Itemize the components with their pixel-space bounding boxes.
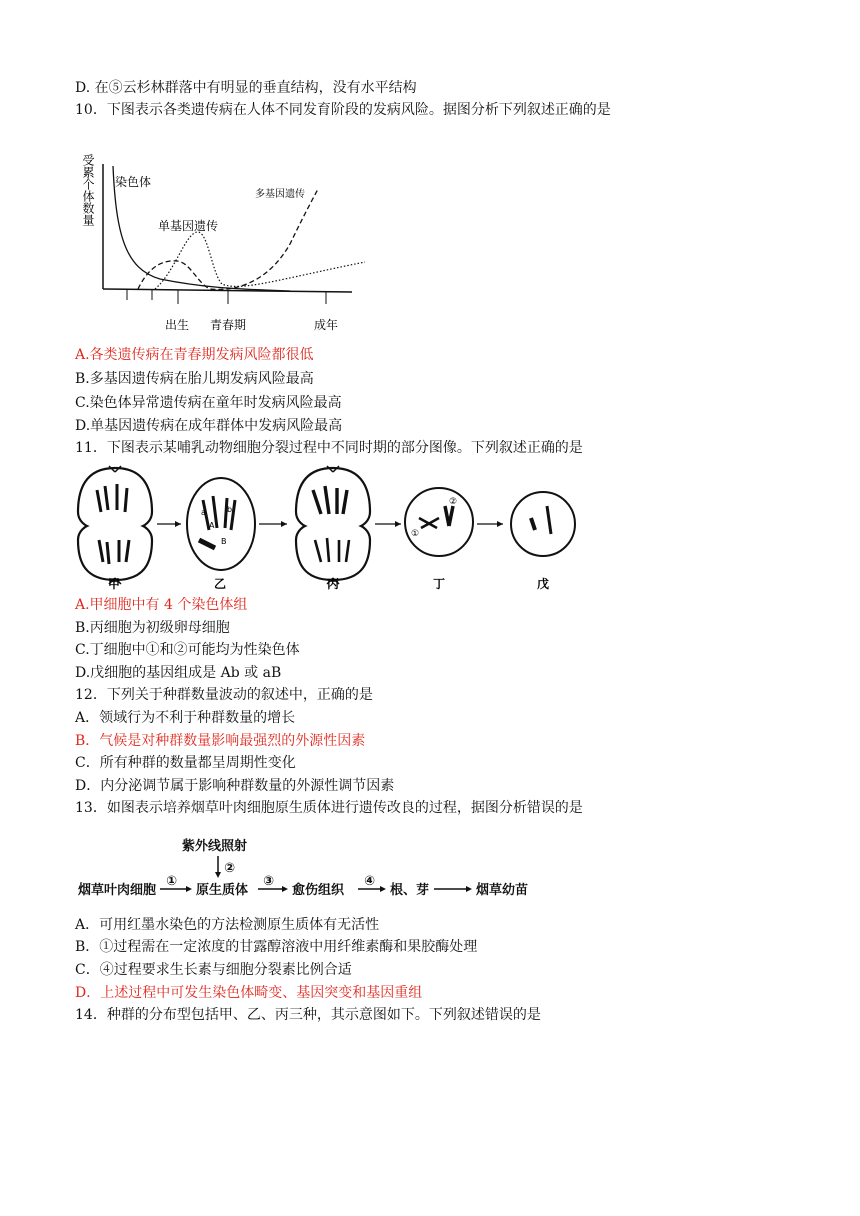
q10-stem: 10．下图表示各类遗传病在人体不同发育阶段的发病风险。据图分析下列叙述正确的是 xyxy=(75,102,611,118)
node-seedling: 烟草幼苗 xyxy=(476,883,529,898)
mark-2: ② xyxy=(449,497,458,507)
q12-option-c: C．所有种群的数量都呈周期性变化 xyxy=(75,755,296,771)
q13-option-d: D．上述过程中可发生染色体畸变、基因突变和基因重组 xyxy=(75,985,423,1001)
arrow-head xyxy=(215,872,221,878)
node-leaf-cell: 烟草叶肉细胞 xyxy=(78,883,157,898)
q11-option-d: D.戊细胞的基因组成是 Ab 或 aB xyxy=(75,665,282,681)
arrow-head xyxy=(466,886,472,892)
uv-label: 紫外线照射 xyxy=(182,839,248,854)
node-protoplast: 原生质体 xyxy=(196,883,249,898)
step-3-label: ③ xyxy=(263,874,275,889)
label-multi-gene: 多基因遗传 xyxy=(255,189,305,200)
label-single-gene: 单基因遗传 xyxy=(158,219,219,233)
mark-a: a xyxy=(201,508,206,517)
mark-A: A xyxy=(209,521,215,530)
cell-jia xyxy=(78,466,152,584)
mark-1: ① xyxy=(411,529,420,539)
q12-option-b: B．气候是对种群数量影响最强烈的外源性因素 xyxy=(75,733,366,749)
q11-option-a: A.甲细胞中有 4 个染色体组 xyxy=(75,597,248,613)
node-callus: 愈伤组织 xyxy=(292,883,345,898)
label-jia: 甲 xyxy=(108,577,121,590)
q10-option-c: C.染色体异常遗传病在童年时发病风险最高 xyxy=(75,395,342,411)
step-2-label: ② xyxy=(224,861,236,876)
y-axis-label: 受累个体数量 xyxy=(81,154,95,226)
label-bing: 丙 xyxy=(327,577,340,590)
q13-process-figure xyxy=(78,828,538,908)
q10-risk-figure xyxy=(80,124,380,339)
q10-option-a: A.各类遗传病在青春期发病风险都很低 xyxy=(75,347,314,363)
arrow-head xyxy=(281,521,287,527)
q11-option-c: C.丁细胞中①和②可能均为性染色体 xyxy=(75,642,300,658)
q13-option-b: B．①过程需在一定浓度的甘露醇溶液中用纤维素酶和果胶酶处理 xyxy=(75,939,478,955)
x-label-birth: 出生 xyxy=(165,318,190,332)
q14-stem: 14．种群的分布型包括甲、乙、丙三种，其示意图如下。下列叙述错误的是 xyxy=(75,1007,541,1023)
cell-wu xyxy=(511,492,575,556)
arrow-head xyxy=(282,886,288,892)
q9-option-d: D. 在⑤云杉林群落中有明显的垂直结构，没有水平结构 xyxy=(75,80,417,96)
step-1-label: ① xyxy=(166,874,178,889)
arrow-head xyxy=(186,886,192,892)
x-label-puberty: 青春期 xyxy=(210,318,247,332)
q11-option-b: B.丙细胞为初级卵母细胞 xyxy=(75,620,230,636)
cell-yi xyxy=(187,478,255,570)
q11-stem: 11．下图表示某哺乳动物细胞分裂过程中不同时期的部分图像。下列叙述正确的是 xyxy=(75,440,583,456)
q12-option-d: D．内分泌调节属于影响种群数量的外源性调节因素 xyxy=(75,778,395,794)
label-yi: 乙 xyxy=(214,577,227,590)
node-root-bud: 根、芽 xyxy=(390,883,430,898)
q13-option-a: A．可用红墨水染色的方法检测原生质体有无活性 xyxy=(75,917,380,933)
q12-stem: 12．下列关于种群数量波动的叙述中，正确的是 xyxy=(75,687,373,703)
q11-cell-division-figure xyxy=(75,460,615,590)
q12-option-a: A．领域行为不利于种群数量的增长 xyxy=(75,710,296,726)
cell-bing xyxy=(296,466,370,584)
label-ding: 丁 xyxy=(433,577,446,590)
mark-b: b xyxy=(227,505,233,514)
arrow-head xyxy=(395,521,401,527)
q10-option-b: B.多基因遗传病在胎儿期发病风险最高 xyxy=(75,371,314,387)
arrow-head xyxy=(497,521,503,527)
arrow-head xyxy=(175,521,181,527)
cell-ding xyxy=(405,488,473,556)
x-label-adult: 成年 xyxy=(314,318,339,332)
single-gene-curve xyxy=(155,232,365,289)
q13-option-c: C．④过程要求生长素与细胞分裂素比例合适 xyxy=(75,962,352,978)
q10-option-d: D.单基因遗传病在成年群体中发病风险最高 xyxy=(75,418,343,434)
mark-B: B xyxy=(221,537,227,546)
label-wu: 戊 xyxy=(537,577,550,590)
multi-gene-curve xyxy=(138,189,318,289)
label-chromosome: 染色体 xyxy=(115,175,152,189)
q13-stem: 13．如图表示培养烟草叶肉细胞原生质体进行遗传改良的过程，据图分析错误的是 xyxy=(75,800,583,816)
arrow-head xyxy=(380,886,386,892)
step-4-label: ④ xyxy=(364,874,376,889)
